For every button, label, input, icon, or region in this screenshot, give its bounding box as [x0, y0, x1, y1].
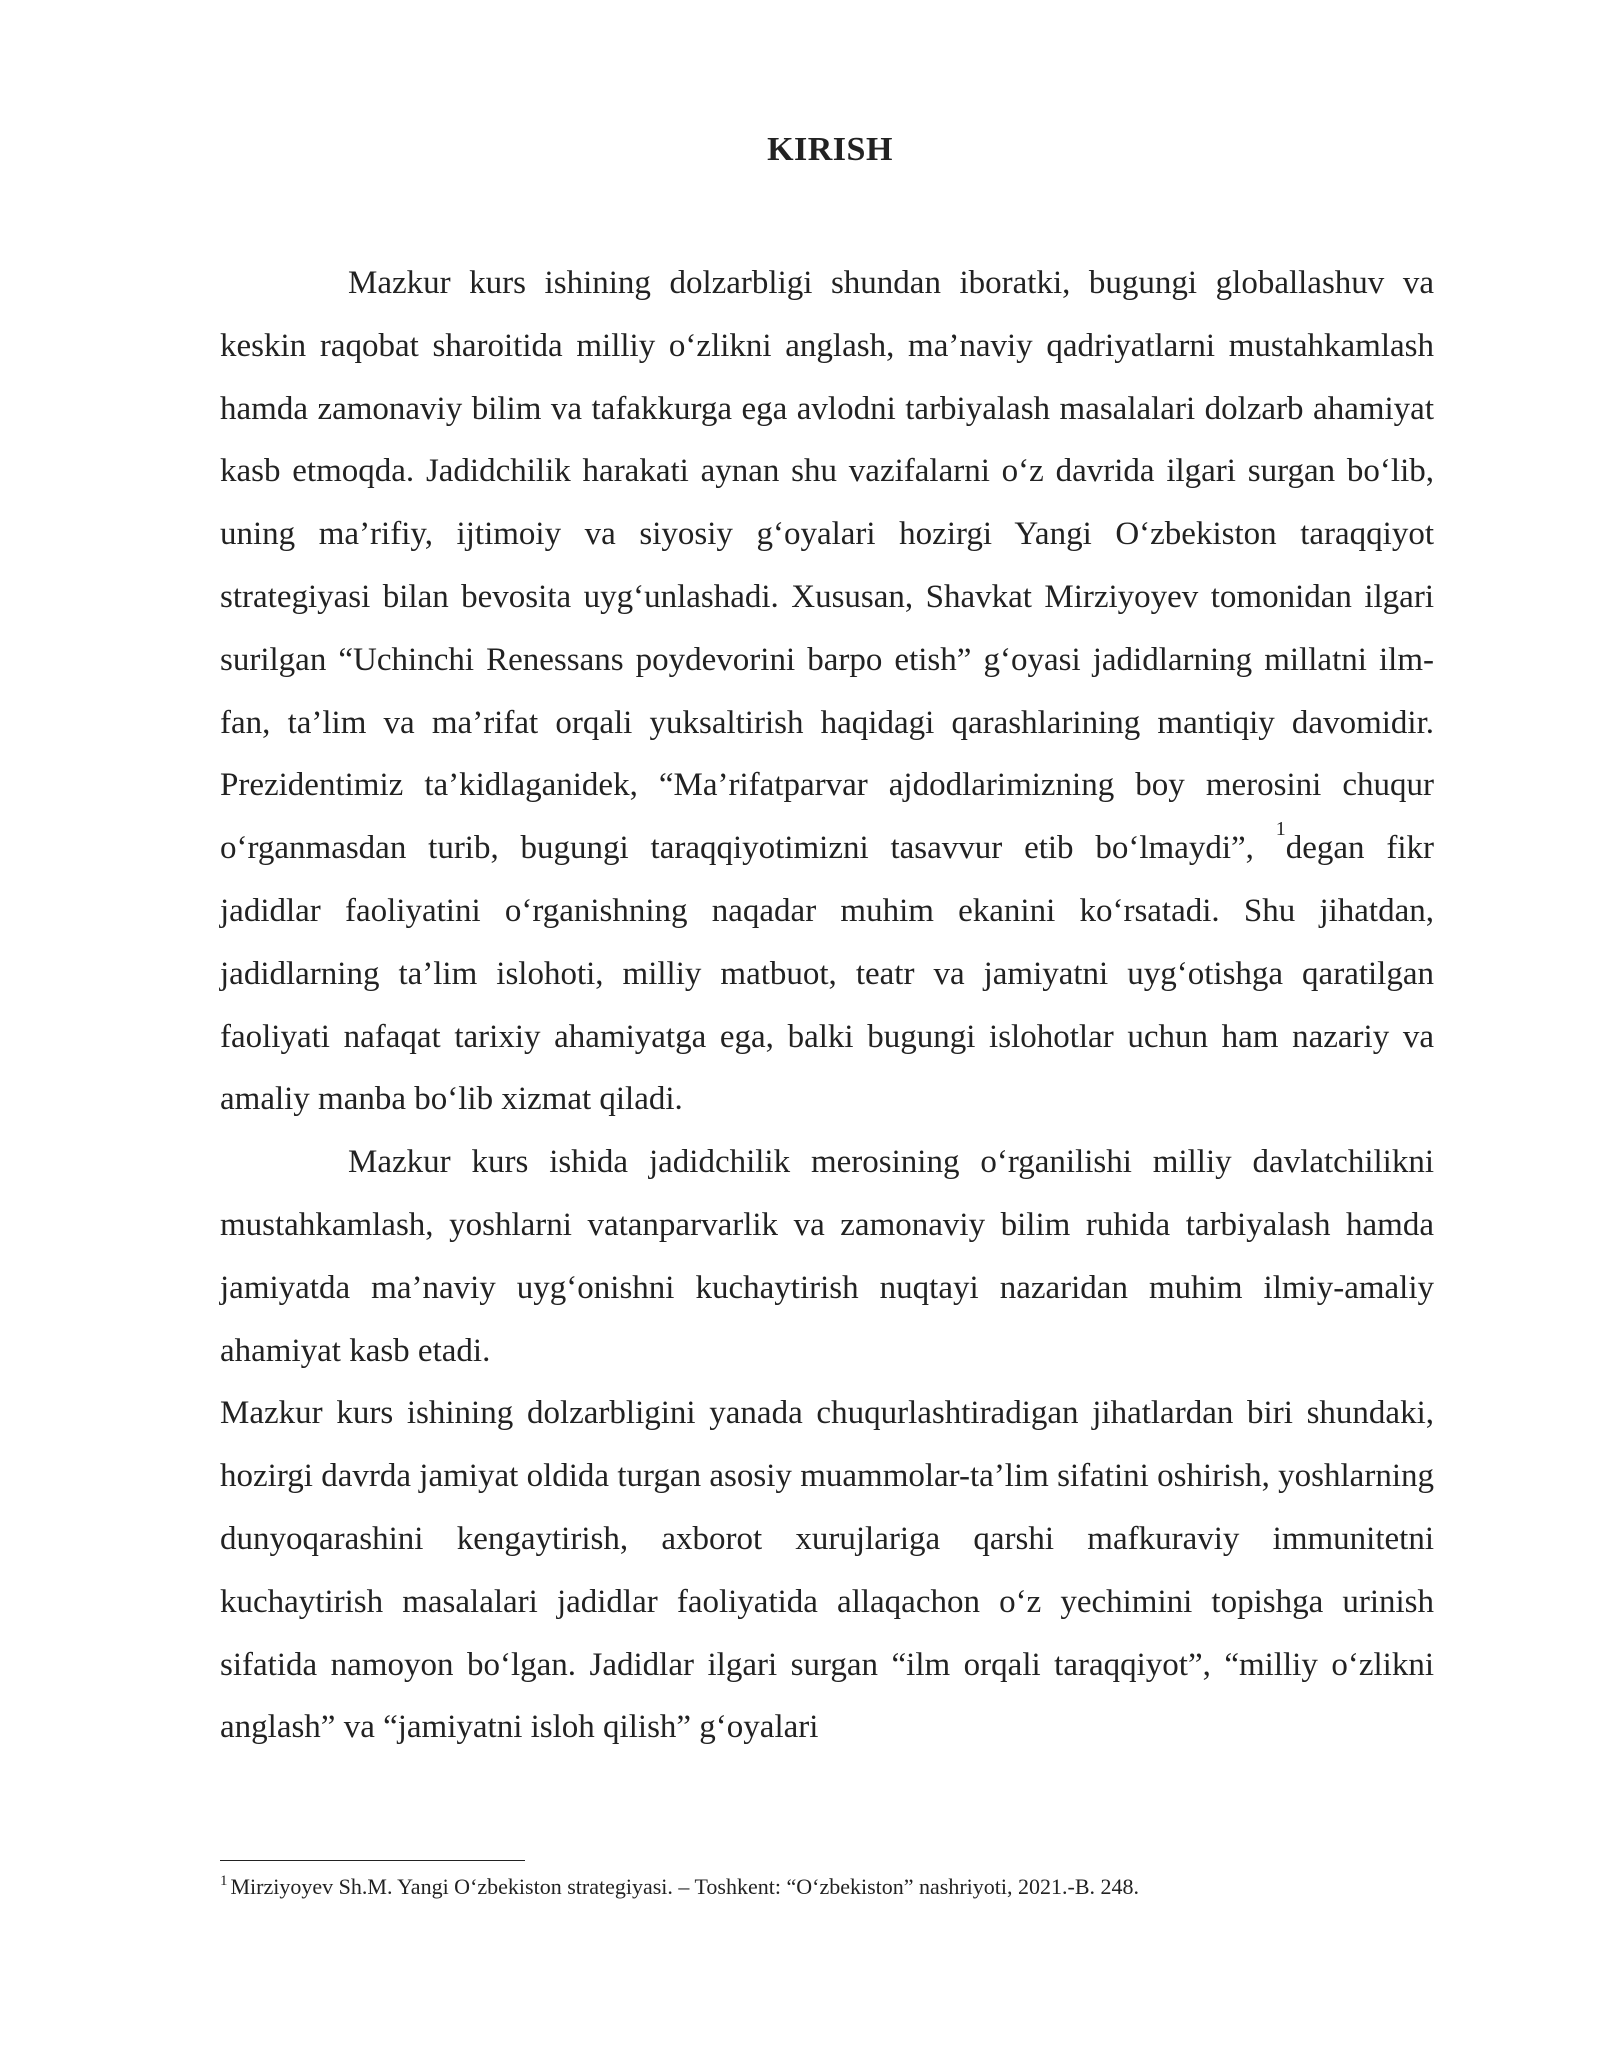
footnote-divider [220, 1860, 525, 1861]
paragraph-2: Mazkur kurs ishida jadidchilik merosining o‘rganilishi milliy davlatchilikni mustahkamlash, yoshlarni vatanparvarlik va zamonaviy bilim ruhida tarbiyalash hamda jamiyatda ma’naviy uyg‘onishni kuchaytirish nuqtayi nazaridan muhim ilmiy-amaliy ahamiyat kasb etadi. [220, 1144, 1434, 1369]
footnote [220, 1872, 1434, 1902]
paragraph-1-text: Mazkur kurs ishining dolzarbligi shundan iboratki, bugungi globallashuv va keskin raqobat sharoitida milliy o‘zlikni anglash, ma’naviy qadriyatlarni mustahkamlash hamda zamonaviy bilim va tafakkurga ega avlodni tarbiyalash masalalari dolzarb ahamiyat kasb etmoqda. Jadidchilik harakati aynan shu vazifalarni o‘z davrida ilgari surgan bo‘lib, uning ma’rifiy, ijtimoiy va siyosiy g‘oyalari hozirgi Yangi O‘zbekiston taraqqiyot strategiyasi bilan bevosita uyg‘unlashadi. Xususan, Shavkat Mirziyoyev tomonidan ilgari surilgan “Uchinchi Renessans poydevorini barpo etish” g‘oyasi jadidlarning millatni ilm-fan, ta’lim va ma’rifat orqali yuksaltirish haqidagi qarashlarining mantiqiy davomidir. Prezidentimiz ta’kidlaganidek, “Ma’rifatparvar ajdodlarimizning boy merosini chuqur o‘rganmasdan turib, bugungi taraqqiyotimizni tasavvur etib bo‘lmaydi”, [220, 265, 1434, 867]
page-title: KIRISH [767, 131, 893, 168]
footnote-reference[interactable]: 1 [1275, 818, 1286, 841]
footnote-mark: 1 [220, 1873, 228, 1889]
paragraph-1-continuation: degan fikr jadidlar faoliyatini o‘rganishning naqadar muhim ekanini ko‘rsatadi. Shu jihatdan, jadidlarning ta’lim islohoti, milliy matbuot, teatr va jamiyatni uyg‘otishga qaratilgan faoliyati nafaqat tarixiy ahamiyatga ega, balki bugungi islohotlar uchun ham nazariy va amaliy manba bo‘lib xizmat qiladi. [220, 830, 1434, 1118]
paragraph-3: Mazkur kurs ishining dolzarbligini yanada chuqurlashtiradigan jihatlardan biri shundaki, hozirgi davrda jamiyat oldida turgan asosiy muammolar-ta’lim sifatini oshirish, yoshlarning dunyoqarashini kengaytirish, axborot xurujlariga qarshi mafkuraviy immunitetni kuchaytirish masalalari jadidlar faoliyatida allaqachon o‘z yechimini topishga urinish sifatida namoyon bo‘lgan. Jadidlar ilgari surgan “ilm orqali taraqqiyot”, “milliy o‘zlikni anglash” va “jamiyatni isloh qilish” g‘oyalari [220, 1395, 1434, 1746]
footnote-text: Mirziyoyev Sh.M. Yangi O‘zbekiston strategiyasi. – Toshkent: “O‘zbekiston” nashriyoti, 2021.-B. 248. [230, 1874, 1140, 1899]
paragraph-1 [220, 252, 1434, 1131]
body-text [220, 252, 1434, 1759]
